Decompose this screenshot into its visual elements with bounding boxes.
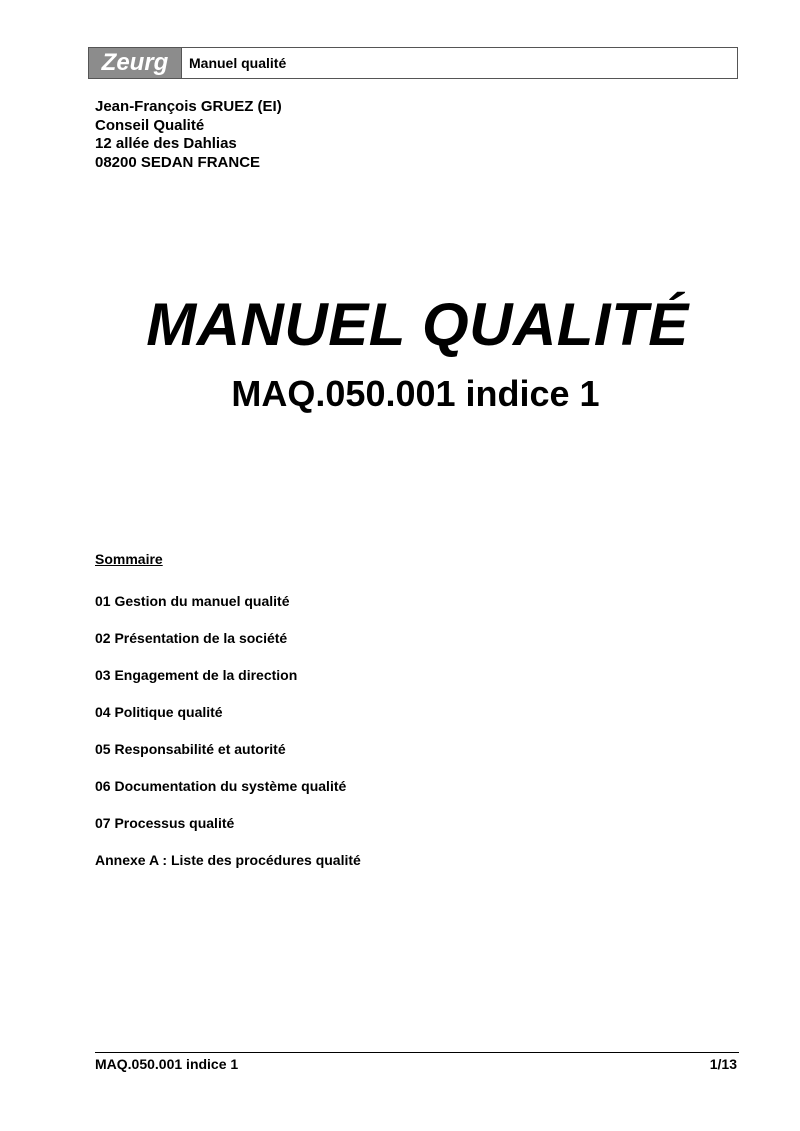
header-title-cell	[182, 48, 737, 78]
footer-divider	[95, 1052, 739, 1053]
toc-item: Annexe A : Liste des procédures qualité	[95, 852, 361, 868]
toc-item: 03 Engagement de la direction	[95, 667, 298, 683]
address-line-name: Jean-François GRUEZ (EI)	[95, 98, 282, 115]
document-subtitle: MAQ.050.001 indice 1	[231, 373, 600, 414]
address-line-street: 12 allée des Dahlias	[95, 135, 237, 152]
toc-item: 01 Gestion du manuel qualité	[95, 593, 290, 609]
header-title: Manuel qualité	[189, 55, 287, 71]
toc-item: 07 Processus qualité	[95, 815, 235, 831]
table-of-contents	[95, 592, 361, 888]
toc-heading: Sommaire	[95, 551, 163, 567]
toc-item: 04 Politique qualité	[95, 704, 223, 720]
address-block	[95, 98, 282, 172]
address-line-company: Conseil Qualité	[95, 116, 205, 134]
logo-text: Zeurg	[101, 49, 169, 76]
toc-item: 06 Documentation du système qualité	[95, 778, 347, 794]
toc-item: 02 Présentation de la société	[95, 630, 288, 646]
document-title: MANUEL QUALITÉ	[146, 291, 689, 358]
document-header	[88, 47, 738, 79]
logo	[89, 48, 182, 78]
toc-item: 05 Responsabilité et autorité	[95, 741, 286, 757]
footer-reference: MAQ.050.001 indice 1	[95, 1056, 239, 1072]
address-line-city: 08200 SEDAN FRANCE	[95, 153, 261, 171]
page-number: 1/13	[709, 1056, 737, 1072]
